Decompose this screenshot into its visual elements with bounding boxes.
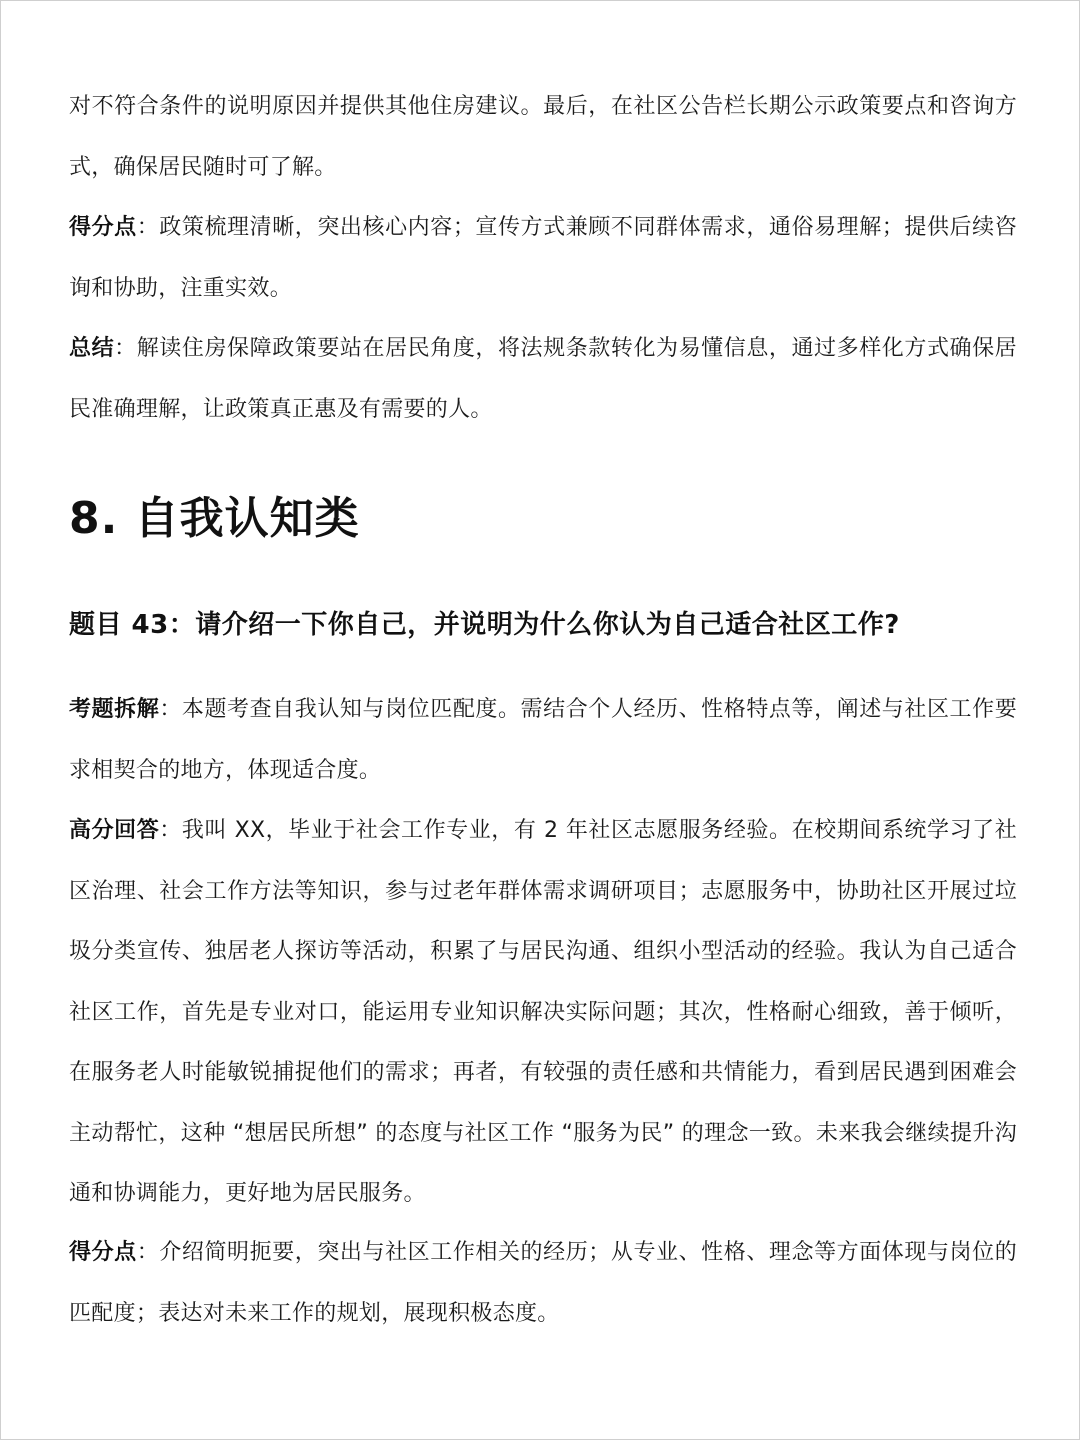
- continuation-paragraph: 对不符合条件的说明原因并提供其他住房建议。最后，在社区公告栏长期公示政策要点和咨询方式，确保居民随时可了解。: [69, 94, 1017, 180]
- scoring-points-paragraph-2: 得分点：介绍简明扼要，突出与社区工作相关的经历；从专业、性格、理念等方面体现与岗位的匹配度；表达对未来工作的规划，展现积极态度。: [69, 1240, 1017, 1326]
- answer-label: 高分回答: [69, 818, 160, 843]
- scoring-points-label: 得分点: [69, 215, 137, 240]
- question-title: 题目 43：请介绍一下你自己，并说明为什么你认为自己适合社区工作?: [69, 610, 900, 640]
- scoring-points-paragraph: 得分点：政策梳理清晰，突出核心内容；宣传方式兼顾不同群体需求，通俗易理解；提供后续咨询和协助，注重实效。: [69, 215, 1017, 301]
- summary-paragraph: 总结：解读住房保障政策要站在居民角度，将法规条款转化为易懂信息，通过多样化方式确保居民准确理解，让政策真正惠及有需要的人。: [69, 336, 1017, 422]
- answer-paragraph: 高分回答：我叫 XX，毕业于社会工作专业，有 2 年社区志愿服务经验。在校期间系统学习了社区治理、社会工作方法等知识，参与过老年群体需求调研项目；志愿服务中，协助社区开展过垃圾分类宣传、独居老人探访等活动，积累了与居民沟通、组织小型活动的经验。我认为自己适合社区工作，首先是专业对口，能运用专业知识解决实际问题；其次，性格耐心细致，善于倾听，在服务老人时能敏锐捕捉他们的需求；再者，有较强的责任感和共情能力，看到居民遇到困难会主动帮忙，这种 “想居民所想” 的态度与社区工作 “服务为民” 的理念一致。未来我会继续提升沟通和协调能力，更好地为居民服务。: [69, 818, 1018, 1206]
- analysis-label: 考题拆解: [69, 697, 160, 722]
- section-heading: 8. 自我认知类: [69, 493, 360, 544]
- analysis-paragraph: 考题拆解：本题考查自我认知与岗位匹配度。需结合个人经历、性格特点等，阐述与社区工作要求相契合的地方，体现适合度。: [69, 697, 1017, 783]
- summary-label: 总结: [69, 336, 115, 361]
- scoring-points-label-2: 得分点: [69, 1240, 137, 1265]
